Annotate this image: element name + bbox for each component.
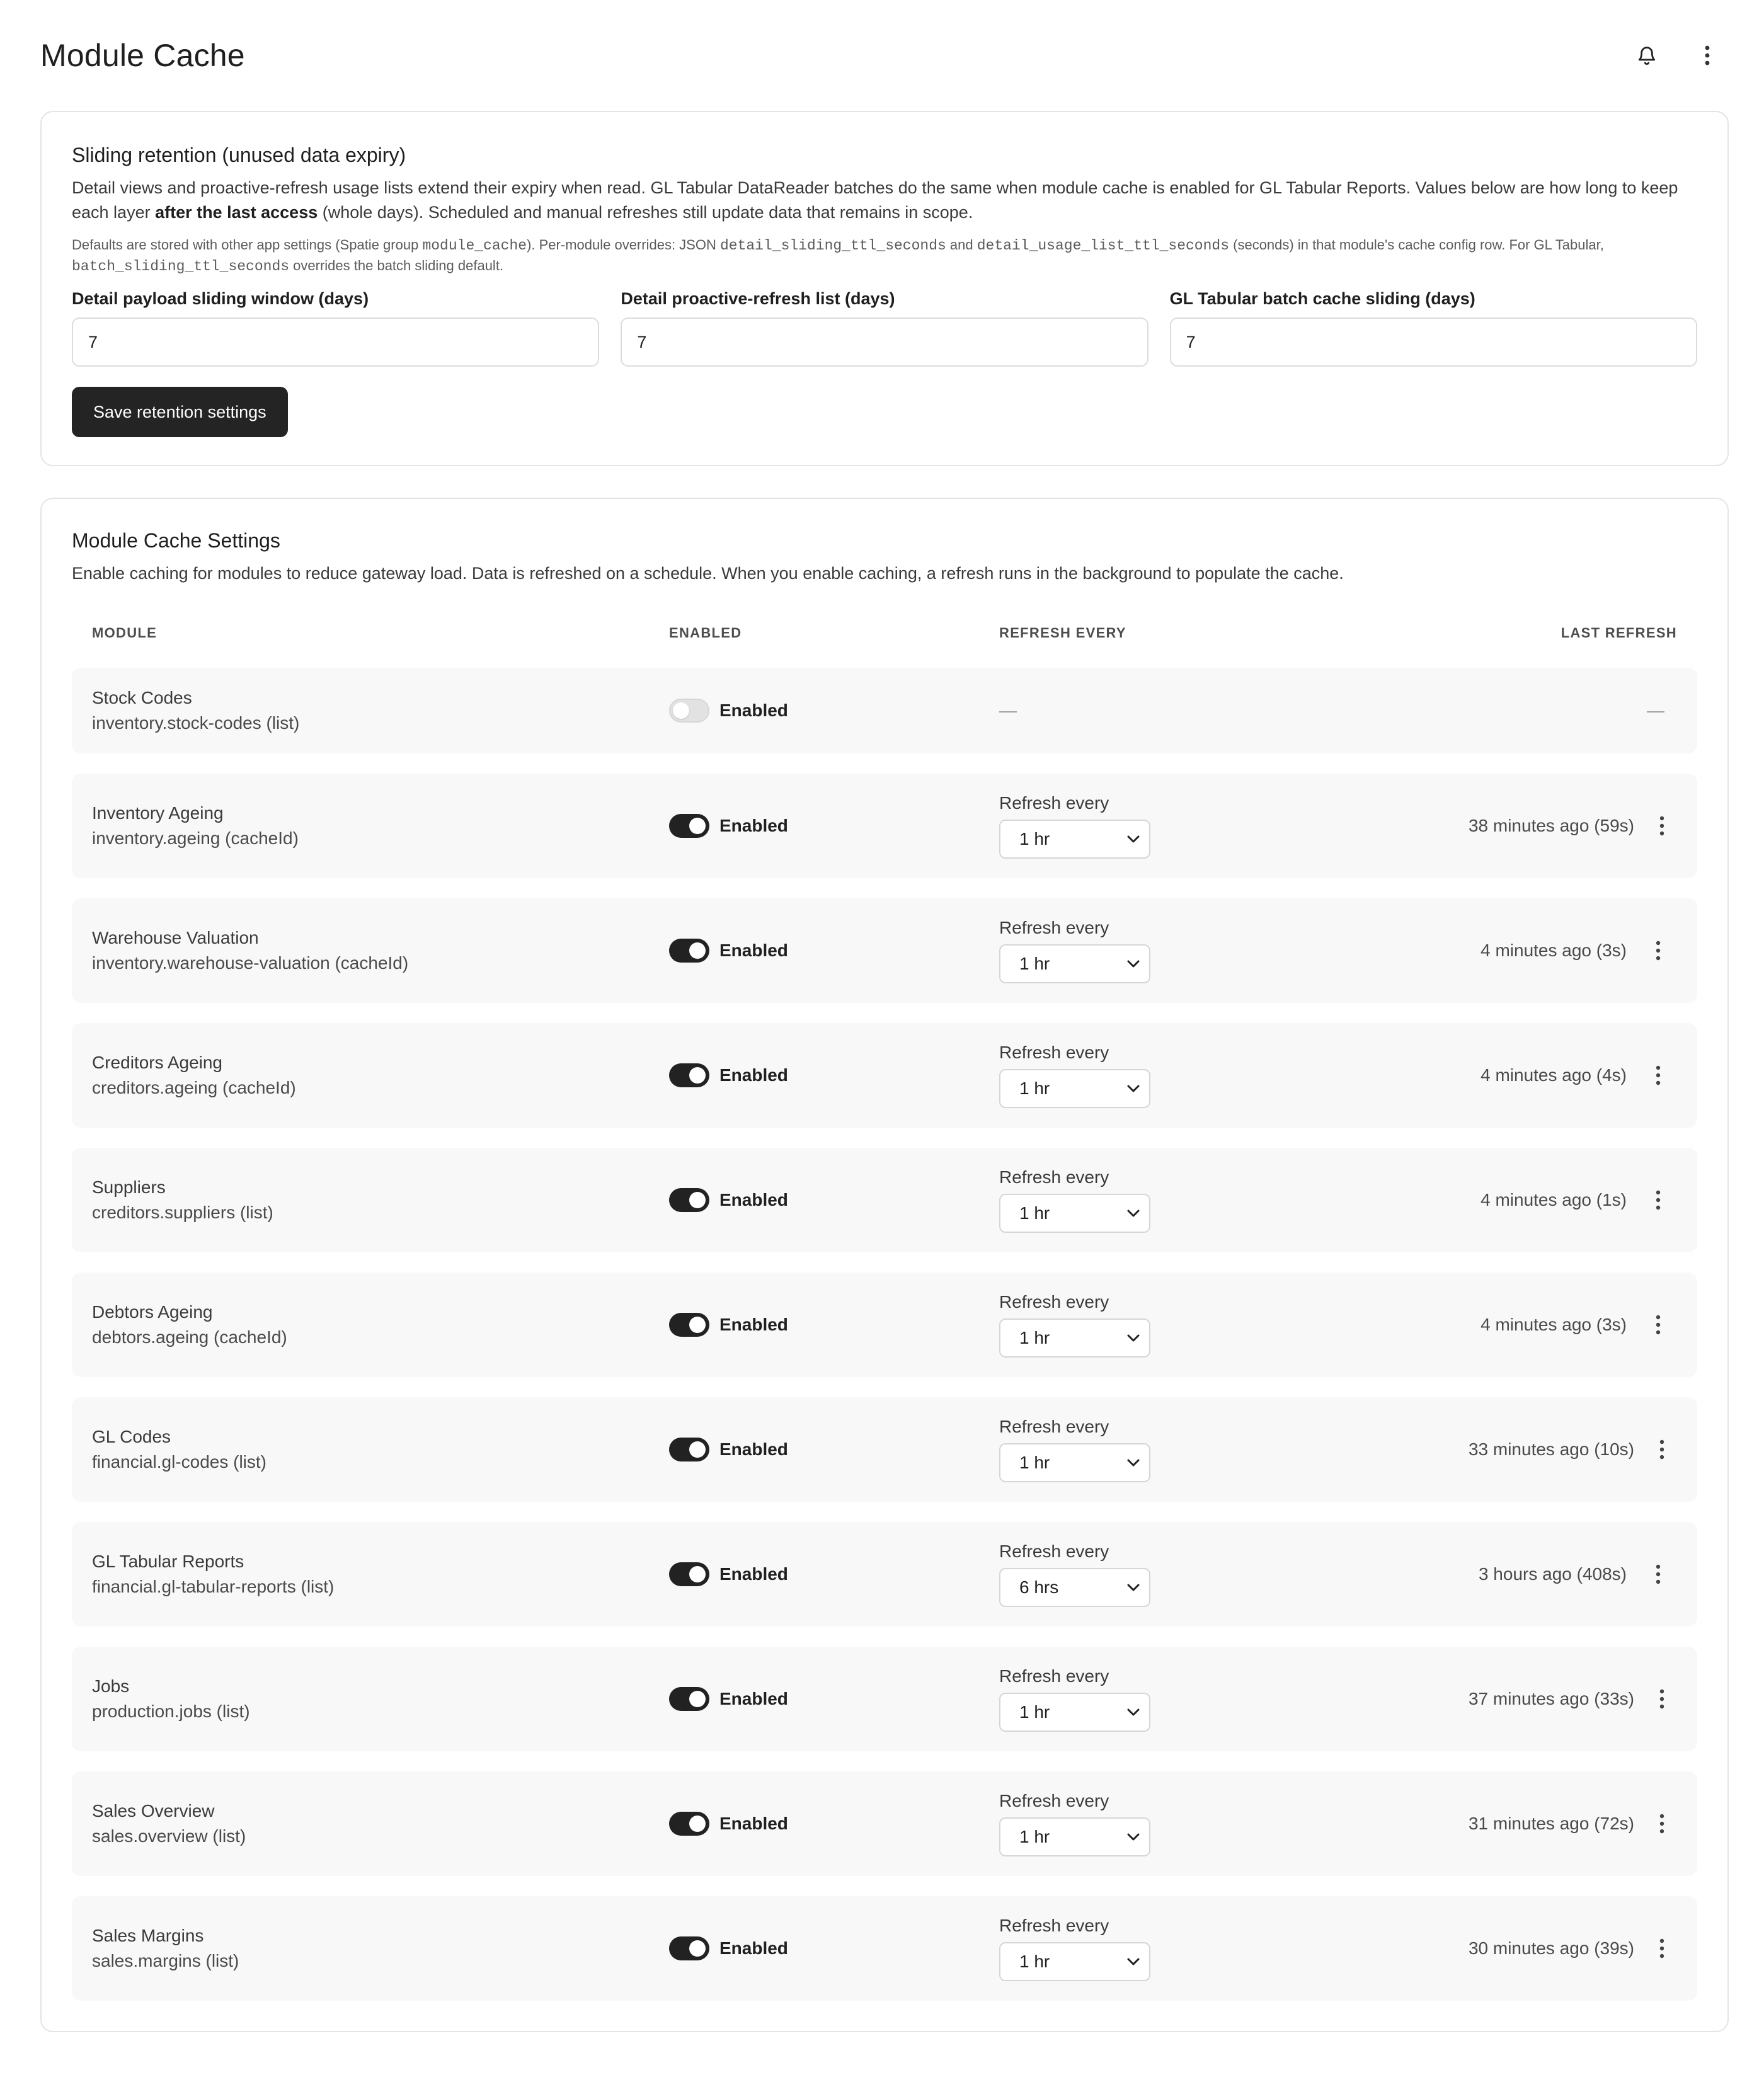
last-refresh-text: 4 minutes ago (3s): [1480, 1315, 1627, 1334]
table-row: [72, 1771, 1697, 1876]
module-cell: [92, 1549, 669, 1599]
note-code: module_cache: [422, 237, 527, 254]
module-cell: [92, 1175, 669, 1225]
module-name: Creditors Ageing: [92, 1053, 223, 1072]
enabled-label: Enabled: [719, 1938, 788, 1958]
refresh-interval-select[interactable]: [999, 1693, 1150, 1732]
enabled-label: Enabled: [719, 816, 788, 835]
chevron-down-icon: [1126, 1334, 1140, 1342]
last-refresh-text: 31 minutes ago (72s): [1468, 1814, 1634, 1833]
refresh-cell: [999, 1043, 1475, 1108]
enabled-cell: [669, 699, 999, 723]
page-title: Module Cache: [40, 38, 245, 73]
column-refresh-every: REFRESH EVERY: [999, 625, 1126, 641]
note-text: ). Per-module overrides: JSON: [527, 237, 720, 253]
table-row: [72, 1522, 1697, 1627]
chevron-down-icon: [1126, 1833, 1140, 1841]
retention-desc-bold: after the last access: [155, 203, 318, 222]
last-refresh-empty: —: [1647, 701, 1664, 720]
refresh-interval-select[interactable]: [999, 820, 1150, 859]
last-refresh-text: 4 minutes ago (4s): [1480, 1065, 1627, 1085]
enabled-toggle[interactable]: [669, 1188, 709, 1212]
row-actions-icon[interactable]: [1652, 1187, 1664, 1213]
refresh-interval-select[interactable]: [999, 1817, 1150, 1856]
enabled-label: Enabled: [719, 1814, 788, 1833]
note-text: and: [946, 237, 977, 253]
refresh-cell: [999, 793, 1475, 859]
bell-icon[interactable]: [1629, 38, 1664, 73]
enabled-label: Enabled: [719, 1315, 788, 1334]
last-refresh-text: 4 minutes ago (3s): [1480, 941, 1627, 960]
enabled-cell: [669, 1812, 999, 1836]
chevron-down-icon: [1126, 1084, 1140, 1093]
enabled-label: Enabled: [719, 1190, 788, 1210]
refresh-cell: [999, 1167, 1475, 1233]
detail-refresh-list-field: [621, 289, 1148, 367]
refresh-interval-value: 1 hr: [1019, 954, 1050, 973]
refresh-interval-value: 1 hr: [1019, 1078, 1050, 1098]
table-row: [72, 1273, 1697, 1377]
row-actions-icon[interactable]: [1652, 1312, 1664, 1337]
refresh-cell: [999, 1916, 1475, 1981]
table-row: [72, 898, 1697, 1003]
last-refresh-text: 30 minutes ago (39s): [1468, 1938, 1634, 1958]
row-actions-icon[interactable]: [1659, 1936, 1664, 1961]
module-name: GL Codes: [92, 1427, 171, 1446]
detail-payload-field: [72, 289, 599, 367]
module-key: production.jobs (list): [92, 1702, 250, 1721]
enabled-toggle[interactable]: [669, 1812, 709, 1836]
gl-tabular-batch-input[interactable]: [1170, 317, 1697, 367]
table-row: [72, 668, 1697, 753]
refresh-label: Refresh every: [999, 1916, 1109, 1935]
enabled-label: Enabled: [719, 701, 788, 720]
refresh-cell: [999, 701, 1475, 721]
refresh-interval-value: 1 hr: [1019, 1952, 1050, 1971]
enabled-cell: [669, 1438, 999, 1461]
enabled-label: Enabled: [719, 1564, 788, 1584]
module-key: creditors.suppliers (list): [92, 1203, 273, 1222]
module-cell: [92, 1050, 669, 1101]
table-row: [72, 1647, 1697, 1751]
chevron-down-icon: [1126, 835, 1140, 844]
refresh-label: Refresh every: [999, 1666, 1109, 1686]
table-row: [72, 1397, 1697, 1502]
last-refresh-cell: [1468, 1936, 1677, 1961]
detail-payload-label: Detail payload sliding window (days): [72, 289, 369, 308]
module-name: Sales Overview: [92, 1801, 215, 1821]
retention-description: [72, 176, 1697, 225]
page-header: [40, 0, 1729, 111]
enabled-cell: [669, 1188, 999, 1212]
last-refresh-cell: [1475, 701, 1677, 721]
row-actions-icon[interactable]: [1659, 1811, 1664, 1836]
table-row: [72, 1896, 1697, 2001]
refresh-cell: [999, 1666, 1475, 1732]
module-rows: [72, 668, 1697, 2001]
module-key: financial.gl-codes (list): [92, 1452, 266, 1472]
note-code: detail_usage_list_ttl_seconds: [976, 237, 1230, 254]
chevron-down-icon: [1126, 1458, 1140, 1467]
row-actions-icon[interactable]: [1659, 1437, 1664, 1462]
refresh-cell: [999, 1417, 1475, 1482]
retention-card: [40, 111, 1729, 466]
last-refresh-cell: [1475, 1312, 1677, 1337]
last-refresh-cell: [1468, 813, 1677, 838]
last-refresh-text: 37 minutes ago (33s): [1468, 1689, 1634, 1708]
refresh-interval-value: 1 hr: [1019, 1827, 1050, 1846]
table-header: [72, 611, 1697, 655]
enabled-cell: [669, 1936, 999, 1960]
refresh-interval-select[interactable]: [999, 1069, 1150, 1108]
module-key: sales.margins (list): [92, 1951, 239, 1970]
note-text: Defaults are stored with other app settings (Spatie group: [72, 237, 423, 253]
module-name: Stock Codes: [92, 688, 192, 707]
enabled-toggle[interactable]: [669, 939, 709, 963]
module-cell: [92, 1424, 669, 1475]
module-name: Debtors Ageing: [92, 1302, 213, 1322]
more-options-icon[interactable]: [1690, 38, 1725, 73]
header-actions: [1629, 38, 1725, 73]
module-key: financial.gl-tabular-reports (list): [92, 1577, 335, 1596]
retention-fields: [72, 289, 1697, 367]
chevron-down-icon: [1126, 1209, 1140, 1218]
detail-payload-input[interactable]: [72, 317, 599, 367]
module-name: GL Tabular Reports: [92, 1552, 244, 1571]
refresh-cell: [999, 1292, 1475, 1358]
last-refresh-text: 38 minutes ago (59s): [1468, 816, 1634, 835]
row-actions-icon[interactable]: [1652, 1562, 1664, 1587]
row-actions-icon[interactable]: [1652, 938, 1664, 963]
chevron-down-icon: [1126, 1708, 1140, 1717]
last-refresh-text: 4 minutes ago (1s): [1480, 1190, 1627, 1210]
enabled-label: Enabled: [719, 1689, 788, 1708]
last-refresh-cell: [1475, 1187, 1677, 1213]
table-row: [72, 774, 1697, 878]
retention-desc-text: Detail views and proactive-refresh usage lists extend their expiry when read. GL Tabular DataReader batches do the same when module cache is enabled for GL Tabular Reports. Values below are how long to keep each layer: [72, 178, 1678, 222]
chevron-down-icon: [1126, 1583, 1140, 1592]
enabled-toggle[interactable]: [669, 1936, 709, 1960]
refresh-interval-value: 1 hr: [1019, 1203, 1050, 1223]
enabled-cell: [669, 1687, 999, 1711]
module-cell: [92, 1799, 669, 1849]
enabled-toggle[interactable]: [669, 1562, 709, 1586]
refresh-interval-value: 1 hr: [1019, 1328, 1050, 1347]
column-last-refresh: LAST REFRESH: [1561, 625, 1677, 641]
row-actions-icon[interactable]: [1659, 813, 1664, 838]
refresh-interval-select[interactable]: [999, 1942, 1150, 1981]
module-key: debtors.ageing (cacheId): [92, 1327, 287, 1347]
enabled-toggle[interactable]: [669, 1313, 709, 1337]
module-name: Warehouse Valuation: [92, 928, 259, 947]
module-key: inventory.stock-codes (list): [92, 713, 300, 733]
enabled-toggle[interactable]: [669, 814, 709, 838]
last-refresh-cell: [1468, 1686, 1677, 1712]
save-retention-button[interactable]: Save retention settings: [72, 387, 288, 437]
chevron-down-icon: [1126, 1957, 1140, 1966]
enabled-toggle[interactable]: [669, 699, 709, 723]
retention-note: [72, 235, 1697, 277]
note-text: (seconds) in that module's cache config row. For GL Tabular,: [1229, 237, 1604, 253]
gl-tabular-batch-field: [1170, 289, 1697, 367]
table-row: [72, 1023, 1697, 1128]
enabled-toggle[interactable]: [669, 1438, 709, 1461]
enabled-label: Enabled: [719, 1065, 788, 1085]
note-text: overrides the batch sliding default.: [289, 258, 504, 273]
column-enabled: ENABLED: [669, 625, 742, 641]
detail-refresh-list-label: Detail proactive-refresh list (days): [621, 289, 895, 308]
last-refresh-cell: [1475, 938, 1677, 963]
module-cell: [92, 925, 669, 976]
column-module: MODULE: [92, 625, 158, 641]
module-name: Suppliers: [92, 1177, 166, 1197]
enabled-label: Enabled: [719, 1439, 788, 1459]
module-cell: [92, 685, 669, 736]
enabled-cell: [669, 1063, 999, 1087]
last-refresh-cell: [1468, 1437, 1677, 1462]
refresh-cell: [999, 918, 1475, 983]
last-refresh-text: 3 hours ago (408s): [1478, 1564, 1627, 1584]
refresh-interval-select[interactable]: [999, 1194, 1150, 1233]
refresh-interval-select[interactable]: [999, 1443, 1150, 1482]
module-cell: [92, 1674, 669, 1724]
refresh-interval-value: 6 hrs: [1019, 1577, 1059, 1597]
gl-tabular-batch-label: GL Tabular batch cache sliding (days): [1169, 289, 1475, 308]
refresh-cell: [999, 1541, 1475, 1607]
refresh-cell: [999, 1791, 1475, 1856]
row-actions-icon[interactable]: [1659, 1686, 1664, 1712]
enabled-toggle[interactable]: [669, 1687, 709, 1711]
refresh-interval-select[interactable]: [999, 944, 1150, 983]
module-name: Inventory Ageing: [92, 803, 224, 823]
settings-title: Module Cache Settings: [72, 529, 280, 552]
module-key: inventory.ageing (cacheId): [92, 828, 299, 848]
refresh-interval-value: 1 hr: [1019, 1453, 1050, 1472]
refresh-label: Refresh every: [999, 1292, 1109, 1312]
refresh-interval-select[interactable]: [999, 1568, 1150, 1607]
refresh-label: Refresh every: [999, 918, 1109, 937]
module-key: creditors.ageing (cacheId): [92, 1078, 296, 1097]
settings-description: Enable caching for modules to reduce gateway load. Data is refreshed on a schedule. When you enable caching, a refresh runs in the background to populate the cache.: [72, 564, 1344, 583]
row-actions-icon[interactable]: [1652, 1063, 1664, 1088]
table-row: [72, 1148, 1697, 1252]
module-cell: [92, 1300, 669, 1350]
enabled-cell: [669, 814, 999, 838]
last-refresh-text: 33 minutes ago (10s): [1468, 1439, 1634, 1459]
retention-desc-text-2: (whole days). Scheduled and manual refreshes still update data that remains in scope.: [318, 203, 973, 222]
module-cell: [92, 1923, 669, 1974]
detail-refresh-list-input[interactable]: [621, 317, 1148, 367]
note-code: batch_sliding_ttl_seconds: [72, 258, 290, 275]
enabled-cell: [669, 1313, 999, 1337]
last-refresh-cell: [1468, 1811, 1677, 1836]
refresh-label: Refresh every: [999, 1167, 1109, 1187]
refresh-interval-select[interactable]: [999, 1318, 1150, 1358]
refresh-label: Refresh every: [999, 1791, 1109, 1810]
refresh-label: Refresh every: [999, 1043, 1109, 1062]
refresh-label: Refresh every: [999, 793, 1109, 813]
enabled-cell: [669, 1562, 999, 1586]
last-refresh-cell: [1475, 1063, 1677, 1088]
module-cell: [92, 801, 669, 851]
module-name: Sales Margins: [92, 1926, 204, 1945]
module-key: sales.overview (list): [92, 1826, 246, 1846]
last-refresh-cell: [1475, 1562, 1677, 1587]
enabled-cell: [669, 939, 999, 963]
chevron-down-icon: [1126, 959, 1140, 968]
refresh-label: Refresh every: [999, 1541, 1109, 1561]
enabled-label: Enabled: [719, 941, 788, 960]
note-code: detail_sliding_ttl_seconds: [719, 237, 946, 254]
retention-title: Sliding retention (unused data expiry): [72, 144, 406, 166]
module-cache-settings-card: [40, 498, 1729, 2032]
refresh-interval-value: 1 hr: [1019, 1702, 1050, 1722]
refresh-interval-value: 1 hr: [1019, 829, 1050, 849]
enabled-toggle[interactable]: [669, 1063, 709, 1087]
module-name: Jobs: [92, 1676, 130, 1696]
module-key: inventory.warehouse-valuation (cacheId): [92, 953, 409, 973]
refresh-empty: —: [999, 701, 1017, 720]
refresh-label: Refresh every: [999, 1417, 1109, 1436]
